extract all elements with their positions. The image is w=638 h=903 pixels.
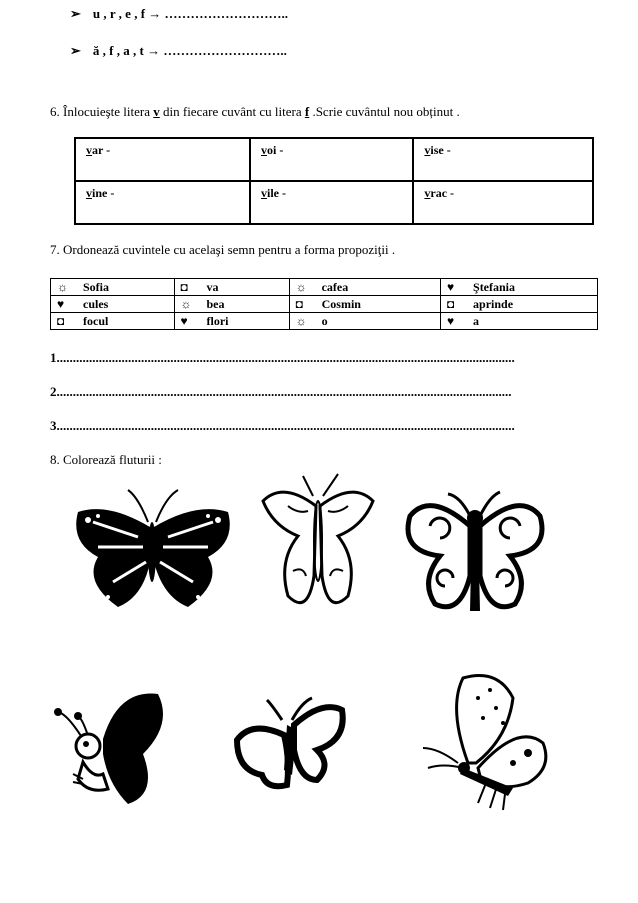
simple-butterfly-icon[interactable] bbox=[232, 690, 352, 800]
ex7-table bbox=[50, 278, 598, 330]
word-cell[interactable]: vine - bbox=[75, 181, 250, 224]
answer-line-3[interactable]: 3............................................................................................................................................. bbox=[50, 418, 515, 433]
ex6-table bbox=[74, 137, 594, 225]
word-cell: ♥ a bbox=[441, 313, 598, 330]
table-row bbox=[75, 138, 593, 181]
cartoon-butterfly-icon[interactable] bbox=[48, 684, 178, 814]
table-row bbox=[75, 181, 593, 224]
table-row bbox=[51, 313, 598, 330]
symbol-icon: ☼ bbox=[57, 279, 68, 294]
symbol-icon: ◘ bbox=[295, 296, 303, 311]
word-cell: ♥ flori bbox=[174, 313, 289, 330]
table-row bbox=[51, 296, 598, 313]
word-cell[interactable]: var - bbox=[75, 138, 250, 181]
answer-line-1[interactable]: 1............................................................................................................................................. bbox=[50, 350, 515, 365]
word-cell: ♥ Ştefania bbox=[441, 279, 598, 296]
swallowtail-outline-butterfly-icon[interactable] bbox=[258, 466, 378, 631]
ex7-instruction: 7. Ordonează cuvintele cu acelaşi semn pentru a forma propoziţii . bbox=[50, 242, 396, 257]
answer-line-2[interactable]: 2............................................................................................................................................ bbox=[50, 384, 512, 399]
symbol-icon: ☼ bbox=[295, 313, 307, 328]
ex8-instruction: 8. Colorează fluturii : bbox=[50, 452, 162, 467]
symbol-icon: ◘ bbox=[447, 296, 455, 311]
arrow-bullet-icon: ➢ bbox=[70, 43, 81, 58]
swirl-butterfly-icon[interactable] bbox=[400, 486, 550, 621]
word-cell: ☼ cafea bbox=[289, 279, 440, 296]
ex5-line-2: ➢ ă , f , a , t → ……………………….. bbox=[70, 43, 287, 58]
word-cell[interactable]: vrac - bbox=[413, 181, 593, 224]
ex5-line-1: ➢ u , r , e , f → ……………………….. bbox=[70, 6, 289, 21]
ex6-instruction: 6. Înlocuieşte litera v din fiecare cuvânt cu litera f .Scrie cuvântul nou obținut . bbox=[50, 104, 460, 119]
symbol-icon: ◘ bbox=[57, 313, 65, 328]
symbol-icon: ◘ bbox=[180, 279, 188, 294]
answer-blank[interactable]: ……………………….. bbox=[164, 6, 289, 21]
symbol-icon: ☼ bbox=[180, 296, 192, 311]
word-cell: ♥ cules bbox=[51, 296, 175, 313]
word-cell: ☼ o bbox=[289, 313, 440, 330]
symbol-icon: ☼ bbox=[295, 279, 307, 294]
word-cell[interactable]: vile - bbox=[250, 181, 413, 224]
word-cell: ◘ focul bbox=[51, 313, 175, 330]
symbol-icon: ♥ bbox=[180, 313, 188, 328]
word-cell: ☼ bea bbox=[174, 296, 289, 313]
word-cell: ☼ Sofia bbox=[51, 279, 175, 296]
arrow-bullet-icon: ➢ bbox=[70, 6, 81, 21]
symbol-icon: ♥ bbox=[57, 296, 65, 311]
word-cell: ◘ va bbox=[174, 279, 289, 296]
word-cell: ◘ Cosmin bbox=[289, 296, 440, 313]
symbol-icon: ♥ bbox=[447, 313, 455, 328]
word-cell[interactable]: voi - bbox=[250, 138, 413, 181]
word-cell: ◘ aprinde bbox=[441, 296, 598, 313]
monarch-butterfly-icon[interactable] bbox=[68, 482, 238, 622]
symbol-icon: ♥ bbox=[447, 279, 455, 294]
table-row bbox=[51, 279, 598, 296]
answer-blank[interactable]: ……………………….. bbox=[163, 43, 287, 58]
word-cell[interactable]: vise - bbox=[413, 138, 593, 181]
dotted-butterfly-icon[interactable] bbox=[418, 668, 558, 818]
